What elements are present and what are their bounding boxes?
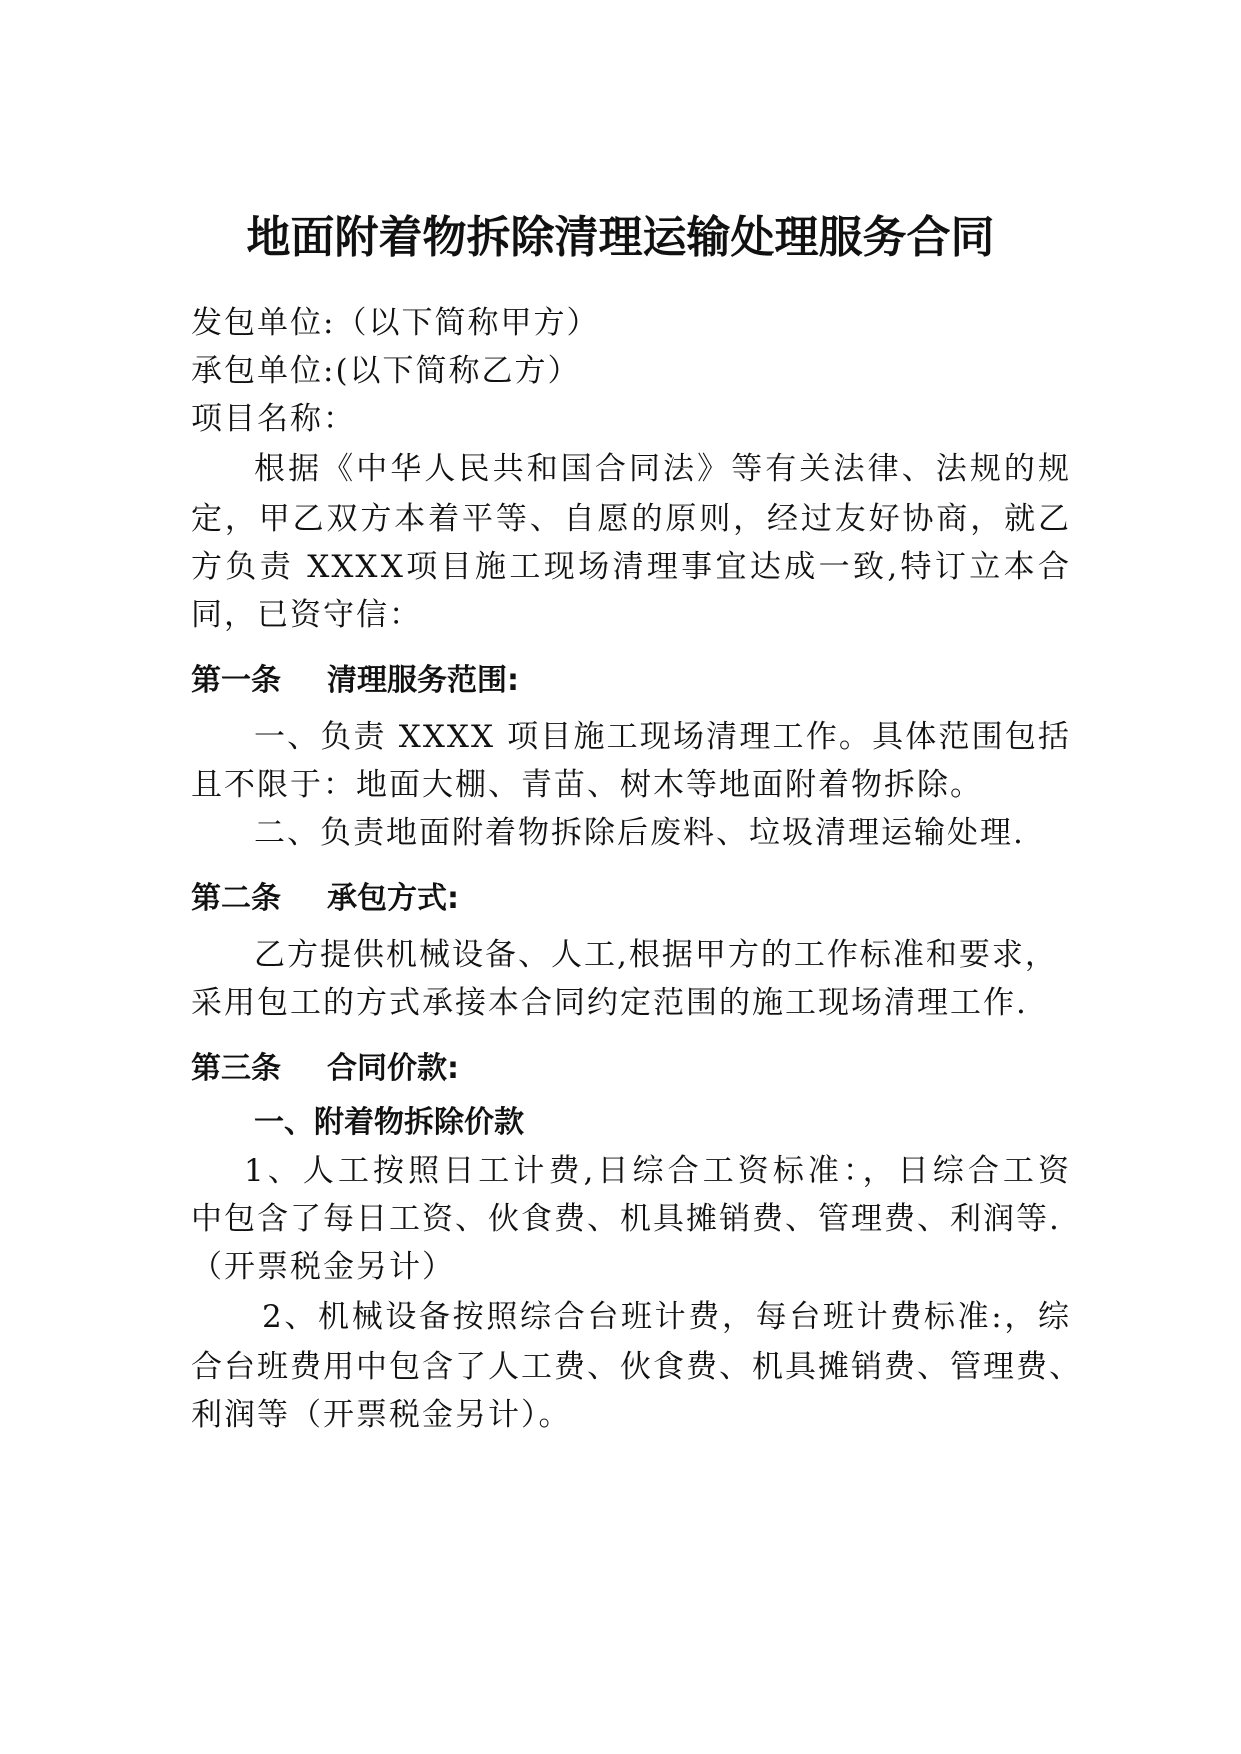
article-2-line: 采用包工的方式承接本合同约定范围的施工现场清理工作.: [191, 985, 1028, 1021]
party-a-field: 发包单位:（以下简称甲方）: [191, 305, 600, 341]
article-3-subheading: 一、附着物拆除价款: [254, 1105, 524, 1140]
article-3-line: （开票税金另计）: [191, 1249, 455, 1285]
article-3-line: 利润等（开票税金另计）。: [191, 1397, 572, 1433]
article-number: 第二条: [191, 881, 281, 916]
article-title: 合同价款:: [327, 1051, 459, 1086]
article-number: 第三条: [191, 1051, 281, 1086]
document-title: 地面附着物拆除清理运输处理服务合同: [246, 212, 995, 263]
article-2-heading: [191, 874, 459, 924]
preamble-line: 同，已资守信：: [191, 597, 422, 633]
article-3-line: 2、机械设备按照综合台班计费，每台班计费标准:，综: [262, 1299, 1071, 1335]
article-3-heading: [191, 1044, 459, 1094]
project-name-field: 项目名称：: [191, 401, 356, 437]
article-3-line: 中包含了每日工资、伙食费、机具摊销费、管理费、利润等.: [191, 1201, 1061, 1237]
article-number: 第一条: [191, 663, 281, 698]
article-3-line: 合台班费用中包含了人工费、伙食费、机具摊销费、管理费、: [191, 1349, 1082, 1385]
article-1-heading: [191, 656, 519, 706]
article-1-line: 且不限于：地面大棚、青苗、树木等地面附着物拆除。: [191, 767, 983, 803]
article-1-line: 一、负责 XXXX 项目施工现场清理工作。具体范围包括: [254, 719, 1071, 755]
article-2-line: 乙方提供机械设备、人工,根据甲方的工作标准和要求，: [254, 937, 1058, 973]
article-1-line: 二、负责地面附着物拆除后废料、垃圾清理运输处理.: [254, 815, 1025, 851]
article-3-line: 1、人工按照日工计费,日综合工资标准：，日综合工资: [244, 1153, 1071, 1189]
preamble-line: 根据《中华人民共和国合同法》等有关法律、法规的规: [254, 451, 1071, 487]
article-title: 承包方式:: [327, 881, 459, 916]
article-title: 清理服务范围:: [327, 663, 519, 698]
preamble-line: 定，甲乙双方本着平等、自愿的原则，经过友好协商，就乙: [191, 501, 1071, 537]
preamble-line: 方负责 XXXⅩ项目施工现场清理事宜达成一致,特订立本合: [191, 549, 1071, 585]
party-b-field: 承包单位:(以下简称乙方）: [191, 353, 581, 389]
